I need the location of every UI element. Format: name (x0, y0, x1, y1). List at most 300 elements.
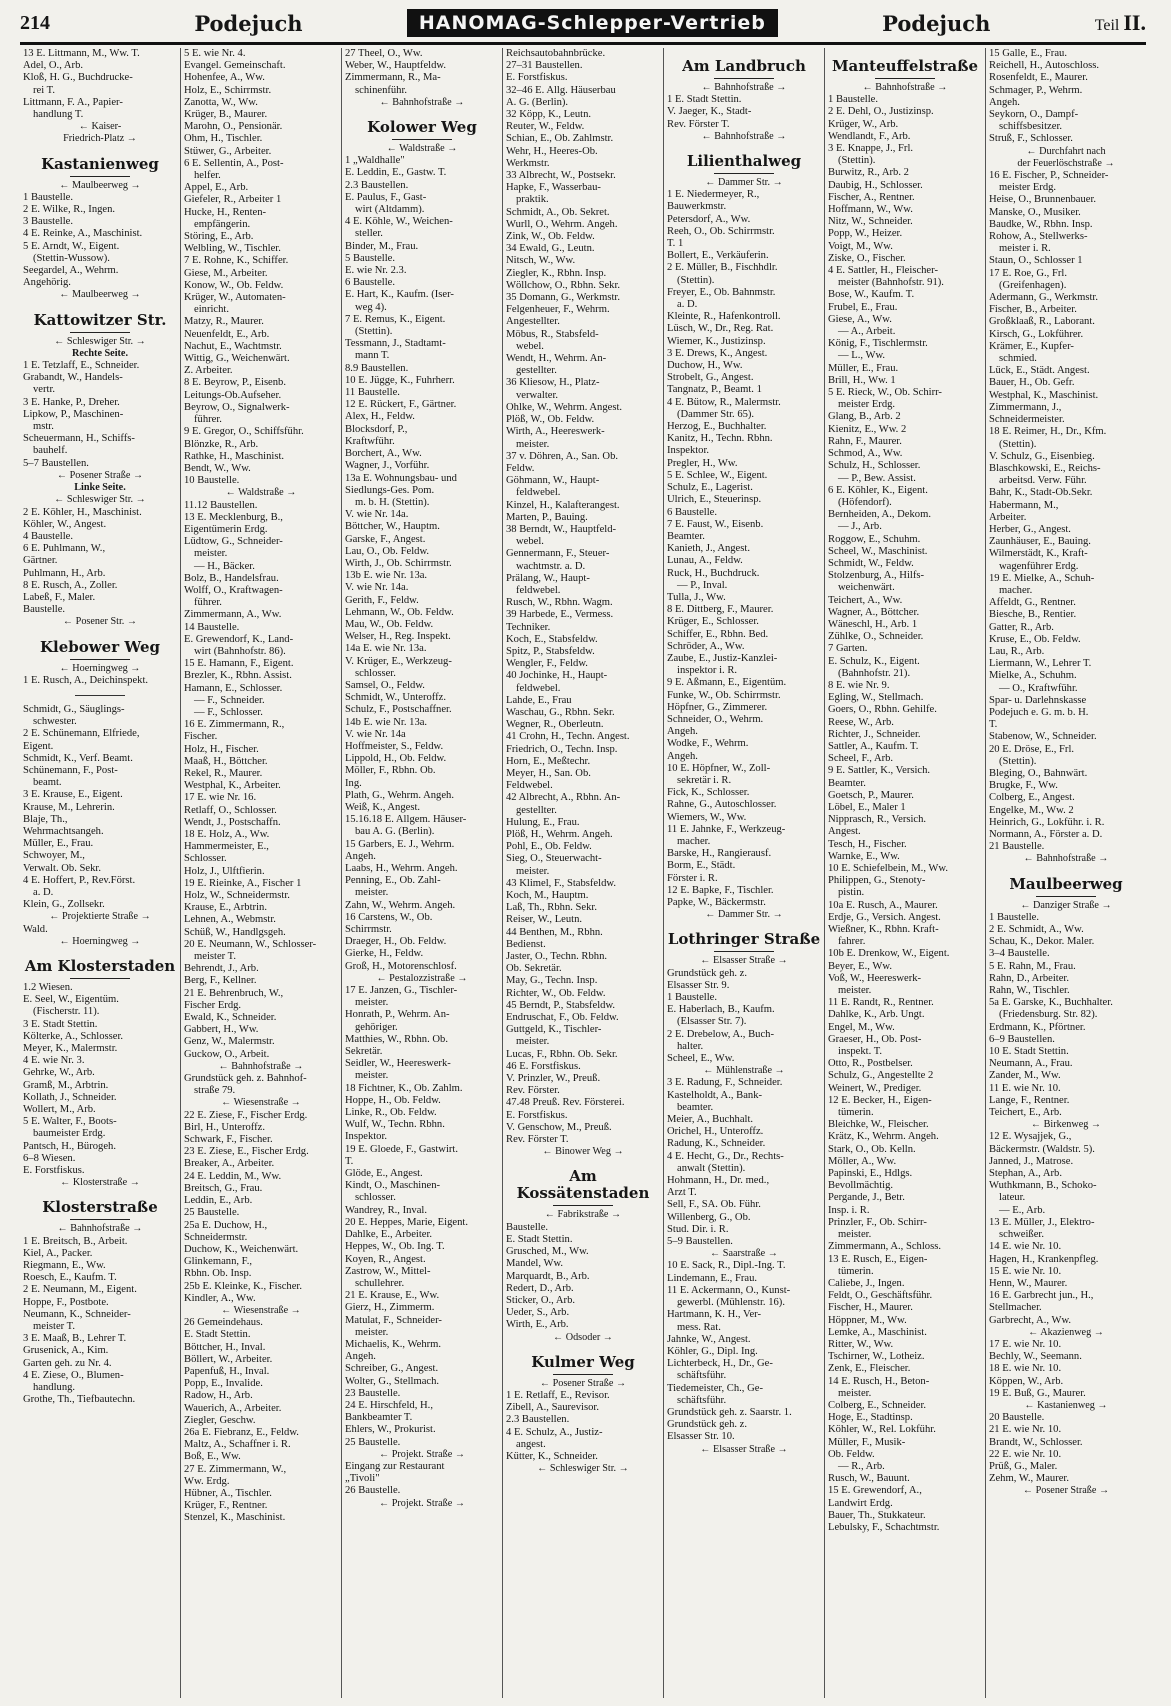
entry-line: 16 Carstens, W., Ob. (345, 911, 433, 923)
entry-line: Pergande, J., Betr. (828, 1192, 905, 1204)
entry-line: Blaje, Th., (23, 813, 68, 825)
entry-line: Köppen, W., Arb. (989, 1375, 1064, 1387)
entry-line: Ohm, H., Tischler. (184, 133, 263, 145)
entry-line: — J., Arb. (838, 521, 882, 533)
entry-line: 1 „Waldhalle" (345, 155, 405, 167)
entry-line: Rev. Förster T. (506, 1134, 569, 1146)
entry-line: 10 E. Jügge, K., Fuhrherr. (345, 374, 455, 386)
entry-line: Plöß, W., Ob. Feldw. (506, 414, 595, 426)
entry-line: Borm, E., Städt. (667, 860, 736, 872)
entry-line: Kleinte, R., Hafenkontroll. (667, 311, 781, 323)
cross-street: ← Wiesenstraße → (221, 1097, 301, 1109)
entry-line: 14a E. wie Nr. 13a. (345, 643, 427, 655)
entry-line: Rathke, H., Maschinist. (184, 450, 285, 462)
cross-street: ← Elsasser Straße → (700, 1443, 788, 1455)
cross-street: ← Elsasser Straße → (700, 955, 788, 967)
entry-line: Appel, E., Arb. (184, 182, 249, 194)
entry-line: Struß, F., Schlosser. (989, 133, 1073, 145)
entry-line: Scheuermann, H., Schiffs- (23, 433, 135, 445)
entry-line: Schneidermeister. (989, 414, 1065, 426)
entry-line: Gabbert, H., Ww. (184, 1024, 259, 1036)
entry-line: Adel, O., Arb. (23, 60, 84, 72)
cross-street: ← Schleswiger Str. → (54, 494, 146, 506)
entry-line: schinenführ. (355, 84, 408, 96)
entry-line: Henn, W., Maurer. (989, 1277, 1068, 1289)
entry-line: meister i. R. (999, 243, 1051, 255)
entry-line: Popp, W., Heizer. (828, 228, 903, 240)
entry-line: Lucas, F., Rbhn. Ob. Sekr. (506, 1048, 618, 1060)
entry-line: Ziegler, Geschw. (184, 1414, 256, 1426)
cross-street: ← Projektierte Straße → (49, 911, 151, 923)
entry-line: Lange, F., Rentner. (989, 1094, 1070, 1106)
cross-street: ← Mühlenstraße → (703, 1065, 785, 1077)
entry-line: E. Stadt Stettin. (506, 1233, 573, 1245)
entry-line: — F., Schneider. (194, 694, 265, 706)
entry-line: Wirth, E., Arb. (506, 1319, 569, 1331)
entry-line: (Stettin). (838, 155, 876, 167)
entry-line: 2 E. Schünemann, Elfriede, (23, 728, 140, 740)
entry-line: Garten geh. zu Nr. 4. (23, 1357, 112, 1369)
entry-line: Hohmann, H., Dr. med., (667, 1175, 770, 1187)
entry-line: V. Schulz, G., Eisenbieg. (989, 450, 1095, 462)
entry-line: T. 1 (667, 238, 684, 250)
entry-line: bau A. G. (Berlin). (355, 826, 435, 838)
entry-line: Samsel, O., Feldw. (345, 679, 425, 691)
entry-line: Meier, A., Buchhalt. (667, 1114, 754, 1126)
entry-line: Koyen, R., Angest. (345, 1253, 426, 1265)
entry-line: Lahde, E., Frau (506, 694, 572, 706)
entry-line: 4 E. Hecht, G., Dr., Rechts- (667, 1150, 784, 1162)
entry-line: 15.16.18 E. Allgem. Häuser- (345, 814, 467, 826)
entry-line: Radung, K., Schneider. (667, 1138, 766, 1150)
entry-line: Radow, H., Arb. (184, 1390, 253, 1402)
entry-line: Meyer, H., San. Ob. (506, 767, 591, 779)
entry-line: Lemke, A., Maschinist. (828, 1326, 927, 1338)
side-heading: Linke Seite. (74, 482, 126, 494)
entry-line: 5 E. Walter, F., Boots- (23, 1116, 117, 1128)
entry-line: Papenfuß, H., Inval. (184, 1365, 270, 1377)
entry-line: E. Haberlach, B., Kaufm. (667, 1004, 775, 1016)
entry-line: meister T. (33, 1321, 75, 1333)
entry-line: Berg, F., Kellner. (184, 975, 257, 987)
entry-line: Hoge, E., Stadtinsp. (828, 1412, 913, 1424)
entry-line: E. Grewendorf, K., Land- (184, 633, 294, 645)
entry-line: 10 E. Stadt Stettin. (989, 1046, 1069, 1058)
entry-line: Wendt, J., Postschaffn. (184, 816, 281, 828)
entry-line: Löbel, E., Maler 1 (828, 801, 906, 813)
entry-line: Affeldt, G., Rentner. (989, 597, 1076, 609)
entry-line: (Stettin). (999, 755, 1037, 767)
entry-line: Pantsch, H., Bürogeh. (23, 1140, 116, 1152)
entry-line: Lindemann, E., Frau. (667, 1272, 758, 1284)
entry-line: 13a E. Wohnungsbau- und (345, 472, 457, 484)
entry-line: 4 Baustelle. (23, 530, 74, 542)
entry-line: Fischer Erdg. (184, 999, 242, 1011)
entry-line: Guttgeld, K., Tischler- (506, 1024, 602, 1036)
entry-line: Böllert, W., Arbeiter. (184, 1353, 273, 1365)
directory-column (503, 48, 664, 1698)
entry-line: Breaker, A., Arbeiter. (184, 1158, 275, 1170)
cross-street: ← Schleswiger Str. → (54, 335, 146, 347)
entry-line: Hoffmann, W., Ww. (828, 204, 913, 216)
cross-street: ← Hoerningweg → (59, 935, 141, 947)
entry-line: wachtmstr. a. D. (516, 560, 586, 572)
entry-line: Wäneschl, H., Arb. 1 (828, 618, 918, 630)
entry-line: Zink, W., Ob. Feldw. (506, 231, 595, 243)
entry-line: Otto, R., Postbelser. (828, 1058, 913, 1070)
entry-line: straße 79. (194, 1085, 236, 1097)
entry-line: Koch, E., Stabsfeldw. (506, 633, 598, 645)
entry-line: schwester. (33, 716, 77, 728)
entry-line: Werkmstr. (506, 157, 550, 169)
entry-line: Matthies, W., Rbhn. Ob. (345, 1033, 448, 1045)
entry-line: 40 Jochinke, H., Haupt- (506, 670, 608, 682)
entry-line: Stellmacher. (989, 1302, 1042, 1314)
entry-line: Duchow, K., Weichenwärt. (184, 1243, 299, 1255)
entry-line: Goetsch, P., Maurer. (828, 789, 914, 801)
entry-line: Möbus, R., Stabsfeld- (506, 328, 599, 340)
cross-street: ← Birkenweg → (1030, 1119, 1102, 1131)
entry-line: 12 E. Rückert, F., Gärtner. (345, 399, 457, 411)
entry-line: (Stettin). (999, 438, 1037, 450)
entry-line: 11 E. wie Nr. 10. (989, 1082, 1061, 1094)
entry-line: 7 E. Rohne, K., Schiffer. (184, 255, 289, 267)
entry-line: Wirth, A., Heereswerk- (506, 426, 605, 438)
entry-line: meister. (355, 1070, 389, 1082)
entry-line: 22 E. wie Nr. 10. (989, 1448, 1062, 1460)
entry-line: Heppes, W., Ob. Ing. T. (345, 1241, 445, 1253)
entry-line: Glinkemann, F., (184, 1256, 253, 1268)
entry-line: Garske, F., Angest. (345, 533, 426, 545)
entry-line: Kindler, A., Ww. (184, 1292, 256, 1304)
entry-line: Genz, W., Malermstr. (184, 1036, 275, 1048)
cross-street: ← Dammer Str. → (705, 909, 783, 921)
entry-line: 1 E. Retlaff, E., Revisor. (506, 1389, 610, 1401)
entry-line: 5 Baustelle. (345, 252, 396, 264)
entry-line: Bleichke, W., Fleischer. (828, 1119, 929, 1131)
entry-line: 13 E. Müller, J., Elektro- (989, 1216, 1095, 1228)
entry-line: Tessmann, J., Stadtamt- (345, 338, 446, 350)
cross-street: ← Hoerningweg → (59, 662, 141, 674)
entry-line: m. b. H. (Stettin). (355, 496, 430, 508)
entry-line: Arbeiter. (989, 511, 1027, 523)
entry-line: Angehörig. (23, 277, 71, 289)
entry-line: Jaster, O., Techn. Rbhn. (506, 951, 608, 963)
entry-line: Groß, H., Motorenschlosf. (345, 960, 457, 972)
entry-line: 39 Harbede, E., Vermess. (506, 609, 614, 621)
entry-line: 5 E. wie Nr. 4. (184, 48, 246, 59)
entry-line: 17 E. Roe, G., Frl. (989, 267, 1067, 279)
entry-line: Krause, E., Arbtrin. (184, 902, 267, 914)
entry-line: 23 E. Ziese, E., Fischer Erdg. (184, 1146, 309, 1158)
entry-line: Verwalt. Ob. Sekr. (23, 862, 101, 874)
entry-line: Lüsch, W., Dr., Reg. Rat. (667, 323, 774, 335)
street-heading: Kulmer Weg (506, 1354, 660, 1375)
entry-line: Bose, W., Kaufm. T. (828, 289, 915, 301)
entry-line: V. wie Nr. 14a. (345, 582, 409, 594)
entry-line: Teichert, A., Ww. (828, 594, 903, 606)
cross-street: ← Akazienweg → (1028, 1326, 1104, 1338)
entry-line: 1 E. Breitsch, B., Arbeit. (23, 1235, 128, 1247)
entry-line: Lunau, A., Feldw. (667, 555, 743, 567)
entry-line: Hammermeister, E., (184, 841, 269, 853)
entry-line: lateur. (999, 1192, 1026, 1204)
entry-line: 3 E. Knappe, J., Frl. (828, 143, 914, 155)
entry-line: Kütter, K., Schneider. (506, 1450, 598, 1462)
entry-line: Prüß, G., Maler. (989, 1460, 1058, 1472)
entry-line: 7 E. Remus, K., Eigent. (345, 313, 446, 325)
entry-line: Ing. (345, 777, 362, 789)
entry-line: beamter. (677, 1101, 714, 1113)
directory-columns (20, 48, 1146, 1698)
entry-line: 5–7 Baustellen. (23, 457, 89, 469)
entry-line: 36 Kliesow, H., Platz- (506, 377, 600, 389)
entry-line: Müller, E., Frau. (23, 838, 94, 850)
entry-line: Welser, H., Reg. Inspekt. (345, 631, 451, 643)
entry-line: Habermann, M., (989, 499, 1059, 511)
entry-line: meister. (838, 1387, 872, 1399)
entry-line: Nitz, W., Schneider. (828, 216, 913, 228)
entry-line: E. Forstfiskus. (506, 1109, 568, 1121)
cross-street: ← Binower Weg → (542, 1146, 624, 1158)
entry-line: Kastelholdt, A., Bank- (667, 1089, 763, 1101)
entry-line: Stud. Dir. i. R. (667, 1223, 729, 1235)
entry-line: 5 E. Rahn, M., Frau. (989, 960, 1076, 972)
entry-line: Angeh. (345, 850, 376, 862)
entry-line: Lüdtow, G., Schneider- (184, 536, 283, 548)
entry-line: 21 Baustelle. (989, 841, 1045, 853)
entry-line: 2 E. Schmidt, A., Ww. (989, 924, 1084, 936)
entry-line: Weinert, W., Prediger. (828, 1082, 922, 1094)
entry-line: Weber, W., Hauptfeldw. (345, 60, 447, 72)
entry-line: Stabenow, W., Schneider. (989, 731, 1097, 743)
entry-line: Brill, H., Ww. 1 (828, 374, 896, 386)
part-number: II. (1123, 10, 1146, 35)
entry-line: Krätz, K., Wehrm. Angeh. (828, 1131, 939, 1143)
entry-line: 7 Garten. (828, 643, 868, 655)
directory-column (181, 48, 342, 1698)
entry-line: Förster i. R. (667, 872, 718, 884)
entry-line: Ueder, S., Arb. (506, 1307, 570, 1319)
entry-line: Tesch, H., Fischer. (828, 838, 907, 850)
entry-line: schäftsführ. (677, 1394, 727, 1406)
entry-line: Burwitz, R., Arb. 2 (828, 167, 909, 179)
entry-line: Fischer, H., Maurer. (828, 1302, 913, 1314)
entry-line: Angeh. (667, 750, 698, 762)
entry-line: 20 Baustelle. (989, 1412, 1045, 1424)
cross-street: ← Maulbeerweg → (59, 289, 141, 301)
entry-line: Hapke, F., Wasserbau- (506, 182, 601, 194)
entry-line: 1 E. Tetzlaff, E., Schneider. (23, 360, 140, 372)
entry-line: Redert, D., Arb. (506, 1282, 574, 1294)
entry-line: Normann, A., Förster a. D. (989, 829, 1103, 840)
entry-line: 18 Fichtner, K., Ob. Zahlm. (345, 1082, 463, 1094)
entry-line: 16 E. Zimmermann, R., (184, 719, 285, 731)
entry-line: Tulla, J., Ww. (667, 591, 726, 603)
street-heading: Lilienthalweg (667, 153, 821, 174)
entry-line: Zahn, W., Wehrm. Angeh. (345, 899, 456, 911)
entry-line: Stolzenburg, A., Hilfs- (828, 570, 925, 582)
entry-line: Sekretär. (345, 1046, 383, 1058)
entry-line: beamt. (33, 777, 62, 789)
entry-line: Schmager, P., Wehrm. (989, 84, 1083, 96)
entry-line: 43 Klimel, F., Stabsfeldw. (506, 877, 616, 889)
entry-line: Prinzler, F., Ob. Schirr- (828, 1216, 927, 1228)
entry-line: mess. Rat. (677, 1321, 721, 1333)
entry-line: 5a E. Garske, K., Buchhalter. (989, 997, 1113, 1009)
entry-line: Giese, M., Arbeiter. (184, 267, 268, 279)
entry-line: E. Stadt Stettin. (184, 1329, 251, 1341)
entry-line: Schulz, E., Lagerist. (667, 482, 753, 494)
entry-line: Bollert, E., Verkäuferin. (667, 250, 769, 262)
entry-line: Köhler, W., Rel. Lokführ. (828, 1424, 936, 1436)
entry-line: 15 E. Grewendorf, A., (828, 1485, 922, 1497)
entry-line: Bedienst. (506, 938, 546, 950)
entry-line: Möller, F., Rbhn. Ob. (345, 765, 436, 777)
entry-line: 38 Berndt, W., Hauptfeld- (506, 523, 617, 535)
entry-line: Nachut, E., Wachtmstr. (184, 340, 282, 352)
entry-line: 26 Gemeindehaus. (184, 1317, 263, 1329)
entry-line: Angeh. (345, 1351, 376, 1363)
entry-line: 9 E. Sattler, K., Versich. (828, 765, 931, 777)
entry-line: baumeister Erdg. (33, 1128, 106, 1140)
entry-line: Feldt, O., Geschäftsführ. (828, 1290, 933, 1302)
entry-line: Schmidt, A., Ob. Sekret. (506, 206, 610, 218)
entry-line: vertr. (33, 384, 56, 396)
entry-line: Hoppe, F., Postbote. (23, 1296, 109, 1308)
side-heading: Rechte Seite. (71, 347, 128, 359)
entry-line: 3 E. Hanke, P., Dreher. (23, 396, 120, 408)
cross-street: ← Posener Straße → (1022, 1485, 1110, 1497)
entry-line: Schröder, A., Ww. (667, 640, 745, 652)
directory-column (342, 48, 503, 1698)
entry-line: Schulz, G., Angestellte 2 (828, 1070, 934, 1082)
entry-line: 4 E. Köhle, W., Weichen- (345, 216, 453, 228)
entry-line: E. Seel, W., Eigentüm. (23, 994, 119, 1006)
entry-line: Lau, R., Arb. (989, 645, 1045, 657)
entry-line: — F., Schlosser. (194, 706, 263, 718)
entry-line: Grothe, Th., Tiefbautechn. (23, 1394, 136, 1406)
entry-line: Strobelt, G., Angest. (667, 372, 754, 384)
entry-line: webel. (516, 340, 544, 352)
entry-line: a. D. (33, 886, 54, 898)
entry-line: Wagner, A., Böttcher. (828, 606, 920, 618)
entry-line: Rosenfeldt, E., Maurer. (989, 72, 1088, 84)
entry-line: wagenführer Erdg. (999, 560, 1079, 572)
entry-line: Kanitz, H., Techn. Rbhn. (667, 433, 773, 445)
entry-line: empfängerin. (194, 218, 251, 230)
entry-line: arbeitsd. Verw. Führ. (999, 475, 1087, 487)
cross-street: ← Bahnhofstraße → (57, 1223, 143, 1235)
entry-line: (Friedensburg. Str. 82). (999, 1009, 1098, 1021)
entry-line: Ehlers, W., Prokurist. (345, 1424, 436, 1436)
entry-line: 1.2 Wiesen. (23, 982, 73, 993)
entry-line: Bendt, W., Ww. (184, 462, 251, 474)
entry-line: Wendlandt, F., Arb. (828, 130, 911, 142)
entry-line: (Greifenhagen). (999, 279, 1067, 291)
entry-line: 2.3 Baustellen. (506, 1414, 570, 1426)
cross-street: ← Odsoder → (553, 1331, 613, 1343)
entry-line: May, G., Techn. Insp. (506, 975, 598, 987)
entry-line: Lehnen, A., Webmstr. (184, 914, 276, 926)
entry-line: 18 E. Reimer, H., Dr., Kfm. (989, 426, 1107, 438)
entry-line: 8 E. wie Nr. 9. (828, 679, 890, 691)
entry-line: V. wie Nr. 14a (345, 728, 406, 740)
entry-line: Wurll, O., Wehrm. Angeh. (506, 218, 618, 230)
cross-street: ← Kaiser- (78, 121, 122, 133)
entry-line: (Stettin). (355, 326, 393, 338)
entry-line: schweißer. (999, 1229, 1045, 1241)
entry-line: Ruck, H., Buchdruck. (667, 567, 760, 579)
entry-line: Marohn, O., Pensionär. (184, 121, 283, 133)
entry-line: Holz, W., Schneidermstr. (184, 890, 290, 902)
entry-line: Zehm, W., Maurer. (989, 1473, 1070, 1485)
entry-line: 37 v. Döhren, A., San. Ob. (506, 450, 619, 462)
entry-line: Kindt, O., Maschinen- (345, 1180, 441, 1192)
entry-line: 3 Baustelle. (23, 216, 74, 228)
entry-line: 5–9 Baustellen. (667, 1236, 733, 1248)
entry-line: Köhler, G., Dipl. Ing. (667, 1345, 758, 1357)
entry-line: 16 E. Fischer, P., Schneider- (989, 170, 1109, 182)
entry-line: Schulz, H., Schlosser. (828, 460, 921, 472)
entry-line: Reuter, W., Feldw. (506, 121, 585, 133)
entry-line: Z. Arbeiter. (184, 365, 233, 377)
entry-line: „Tivoli" (345, 1473, 380, 1485)
entry-line: Colberg, E., Schneider. (828, 1399, 927, 1411)
entry-line: meister. (194, 548, 228, 560)
entry-line: Welbling, W., Tischler. (184, 243, 281, 255)
entry-line: Littmann, F. A., Papier- (23, 96, 123, 108)
entry-line: E. Hart, K., Kaufm. (Iser- (345, 289, 454, 301)
street-heading: Klosterstraße (23, 1199, 177, 1220)
entry-line: Schmidt, W., Feldw. (828, 557, 914, 569)
entry-line: 47.48 Preuß. Rev. Försterei. (506, 1097, 625, 1109)
entry-line: Biesche, B., Rentier. (989, 609, 1077, 621)
entry-line: Wöllchow, O., Rbhn. Sekr. (506, 279, 621, 291)
entry-line: 4 E. Reinke, A., Maschinist. (23, 228, 143, 240)
entry-line: Wagner, J., Vorführ. (345, 460, 430, 472)
part-indicator (1095, 10, 1146, 36)
entry-line: Grusenick, A., Kim. (23, 1345, 109, 1357)
entry-line: 46 E. Forstfiskus. (506, 1060, 581, 1072)
entry-line: mstr. (33, 421, 54, 433)
entry-line: Böttcher, W., Hauptm. (345, 521, 440, 533)
entry-line: feldwebel. (516, 487, 561, 499)
entry-line: Blaschkowski, E., Reichs- (989, 462, 1101, 474)
entry-line: (Bahnhofstr. 21). (838, 667, 911, 679)
entry-line: Hucke, H., Renten- (184, 206, 267, 218)
entry-line: 15 Garbers, E. J., Wehrm. (345, 838, 455, 850)
entry-line: Elsasser Str. 9. (667, 979, 730, 991)
entry-line: — P., Bew. Assist. (838, 472, 916, 484)
entry-line: Stenzel, K., Maschinist. (184, 1512, 286, 1524)
entry-line: 10 Baustelle. (184, 475, 240, 487)
entry-line: Waschau, G., Rbhn. Sekr. (506, 706, 615, 718)
entry-line: schullehrer. (355, 1277, 405, 1289)
entry-line: Angest. (828, 826, 861, 838)
entry-line: Petersdorf, A., Ww. (667, 213, 751, 225)
entry-line: Schian, E., Ob. Zahlmstr. (506, 133, 614, 145)
entry-line: Horn, E., Meßtechr. (506, 755, 591, 767)
entry-line: Stüwer, G., Arbeiter. (184, 145, 272, 157)
street-heading: Am Klosterstaden (23, 958, 177, 979)
entry-line: Sieg, O., Steuerwacht- (506, 853, 602, 865)
entry-line: Krämer, E., Kupfer- (989, 340, 1074, 352)
entry-line: 21 E. wie Nr. 10. (989, 1424, 1062, 1436)
entry-line: Ewald, K., Schneider. (184, 1012, 277, 1024)
entry-line: Rekel, R., Maurer. (184, 767, 263, 779)
entry-line: Krüger, B., Maurer. (184, 109, 268, 121)
